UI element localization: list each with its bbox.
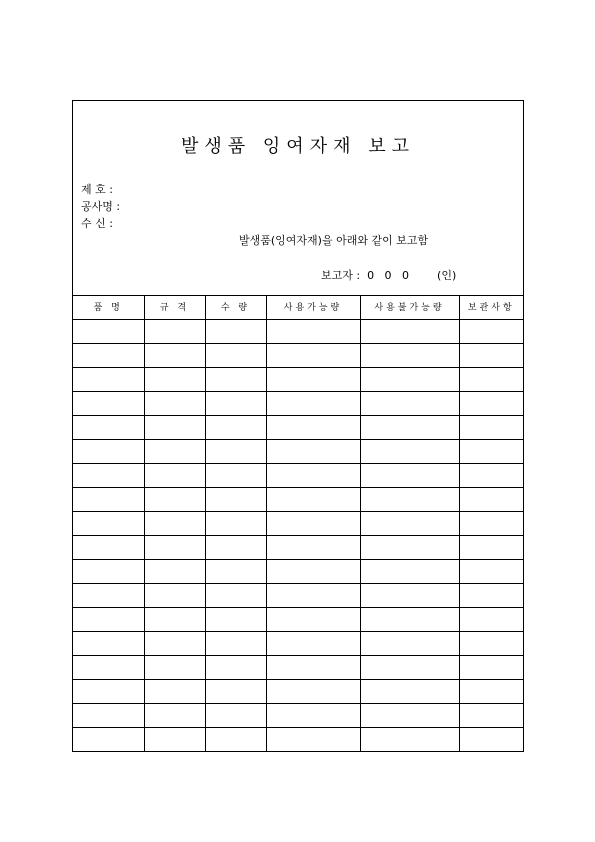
table-cell[interactable]	[205, 487, 266, 511]
table-cell[interactable]	[360, 703, 459, 727]
column-header-unusable: 사용불가능량	[360, 295, 459, 319]
table-cell[interactable]	[459, 535, 523, 559]
table-cell[interactable]	[459, 319, 523, 343]
column-header-item: 품 명	[73, 295, 144, 319]
table-cell[interactable]	[360, 319, 459, 343]
table-cell[interactable]	[266, 703, 360, 727]
table-row	[73, 391, 523, 415]
table-cell[interactable]	[459, 583, 523, 607]
table-cell[interactable]	[360, 487, 459, 511]
table-cell[interactable]	[266, 535, 360, 559]
table-cell[interactable]	[266, 415, 360, 439]
table-cell[interactable]	[360, 367, 459, 391]
table-row	[73, 415, 523, 439]
table-row	[73, 343, 523, 367]
table-cell[interactable]	[266, 607, 360, 631]
table-cell[interactable]	[459, 487, 523, 511]
table-cell[interactable]	[459, 703, 523, 727]
table-cell[interactable]	[144, 559, 205, 583]
table-cell[interactable]	[73, 487, 144, 511]
table-cell[interactable]	[459, 559, 523, 583]
column-header-storage: 보관사항	[459, 295, 523, 319]
table-header-row	[73, 295, 523, 319]
table-row	[73, 679, 523, 703]
table-cell[interactable]	[205, 559, 266, 583]
table-cell[interactable]	[360, 415, 459, 439]
table-cell[interactable]	[360, 655, 459, 679]
table-cell[interactable]	[266, 319, 360, 343]
table-cell[interactable]	[73, 415, 144, 439]
table-cell[interactable]	[73, 511, 144, 535]
table-cell[interactable]	[144, 631, 205, 655]
table-cell[interactable]	[144, 703, 205, 727]
table-cell[interactable]	[266, 727, 360, 751]
table-cell[interactable]	[266, 679, 360, 703]
field-project-label: 공사명 :	[81, 200, 121, 213]
field-recipient-label: 수 신 :	[81, 217, 113, 230]
table-cell[interactable]	[205, 655, 266, 679]
table-cell[interactable]	[459, 727, 523, 751]
table-cell[interactable]	[73, 535, 144, 559]
table-cell[interactable]	[205, 583, 266, 607]
column-header-quantity: 수 량	[205, 295, 266, 319]
table-cell[interactable]	[459, 631, 523, 655]
table-cell[interactable]	[205, 391, 266, 415]
table-row	[73, 367, 523, 391]
table-cell[interactable]	[205, 415, 266, 439]
table-cell[interactable]	[360, 607, 459, 631]
table-cell[interactable]	[459, 343, 523, 367]
table-cell[interactable]	[266, 631, 360, 655]
reporter-line: 보고자 : 0 0 0 (인)	[321, 269, 457, 282]
table-cell[interactable]	[144, 679, 205, 703]
table-row	[73, 631, 523, 655]
table-cell[interactable]	[266, 559, 360, 583]
table-cell[interactable]	[144, 463, 205, 487]
table-cell[interactable]	[360, 439, 459, 463]
report-form	[72, 100, 524, 752]
table-cell[interactable]	[73, 583, 144, 607]
table-cell[interactable]	[73, 679, 144, 703]
table-row	[73, 319, 523, 343]
table-cell[interactable]	[144, 343, 205, 367]
table-cell[interactable]	[360, 511, 459, 535]
table-cell[interactable]	[459, 463, 523, 487]
table-cell[interactable]	[205, 343, 266, 367]
table-cell[interactable]	[459, 511, 523, 535]
table-cell[interactable]	[205, 319, 266, 343]
table-row	[73, 511, 523, 535]
table-cell[interactable]	[205, 535, 266, 559]
table-cell[interactable]	[360, 391, 459, 415]
table-cell[interactable]	[459, 367, 523, 391]
table-cell[interactable]	[266, 439, 360, 463]
table-cell[interactable]	[144, 319, 205, 343]
table-cell[interactable]	[144, 607, 205, 631]
table-row	[73, 727, 523, 751]
table-cell[interactable]	[266, 463, 360, 487]
table-body	[73, 319, 523, 751]
table-cell[interactable]	[73, 319, 144, 343]
table-cell[interactable]	[73, 655, 144, 679]
table-cell[interactable]	[266, 583, 360, 607]
table-cell[interactable]	[360, 583, 459, 607]
table-cell[interactable]	[459, 607, 523, 631]
field-project	[81, 198, 120, 214]
table-cell[interactable]	[73, 391, 144, 415]
table-cell[interactable]	[360, 343, 459, 367]
table-cell[interactable]	[144, 391, 205, 415]
table-cell[interactable]	[266, 511, 360, 535]
table-cell[interactable]	[205, 439, 266, 463]
report-notice: 발생품(잉여자재)을 아래와 같이 보고함	[239, 234, 429, 247]
table-cell[interactable]	[205, 607, 266, 631]
table-cell[interactable]	[459, 439, 523, 463]
table-cell[interactable]	[144, 655, 205, 679]
table-cell[interactable]	[205, 631, 266, 655]
table-cell[interactable]	[360, 631, 459, 655]
table-row	[73, 703, 523, 727]
table-cell[interactable]	[73, 703, 144, 727]
table-cell[interactable]	[459, 655, 523, 679]
table-cell[interactable]	[144, 535, 205, 559]
table-cell[interactable]	[266, 487, 360, 511]
table-cell[interactable]	[360, 463, 459, 487]
field-number-label: 제 호 :	[81, 183, 113, 196]
column-header-usable: 사용가능량	[266, 295, 360, 319]
table-cell[interactable]	[205, 679, 266, 703]
table-cell[interactable]	[73, 463, 144, 487]
table-cell[interactable]	[205, 703, 266, 727]
table-cell[interactable]	[459, 679, 523, 703]
table-cell[interactable]	[459, 415, 523, 439]
table-cell[interactable]	[73, 631, 144, 655]
table-row	[73, 583, 523, 607]
table-cell[interactable]	[360, 679, 459, 703]
table-cell[interactable]	[73, 607, 144, 631]
form-header	[73, 101, 523, 296]
table-cell[interactable]	[73, 727, 144, 751]
form-title: 발생품 잉여자재 보고	[181, 136, 415, 157]
table-row	[73, 487, 523, 511]
column-header-spec: 규 격	[144, 295, 205, 319]
table-cell[interactable]	[459, 391, 523, 415]
table-cell[interactable]	[144, 511, 205, 535]
table-cell[interactable]	[73, 559, 144, 583]
table-cell[interactable]	[360, 535, 459, 559]
field-recipient	[81, 215, 113, 231]
table-row	[73, 463, 523, 487]
table-cell[interactable]	[205, 463, 266, 487]
table-cell[interactable]	[144, 727, 205, 751]
table-cell[interactable]	[266, 391, 360, 415]
table-row	[73, 607, 523, 631]
table-cell[interactable]	[73, 439, 144, 463]
table-row	[73, 535, 523, 559]
table-row	[73, 439, 523, 463]
table-cell[interactable]	[360, 559, 459, 583]
table-cell[interactable]	[73, 343, 144, 367]
table-cell[interactable]	[266, 343, 360, 367]
table-cell[interactable]	[266, 367, 360, 391]
table-cell[interactable]	[144, 439, 205, 463]
table-cell[interactable]	[73, 367, 144, 391]
table-cell[interactable]	[144, 367, 205, 391]
table-cell[interactable]	[266, 655, 360, 679]
table-cell[interactable]	[205, 367, 266, 391]
surplus-table	[73, 295, 523, 751]
table-cell[interactable]	[144, 487, 205, 511]
table-cell[interactable]	[205, 727, 266, 751]
field-number	[81, 181, 113, 197]
table-cell[interactable]	[205, 511, 266, 535]
table-cell[interactable]	[144, 415, 205, 439]
table-row	[73, 559, 523, 583]
table-row	[73, 655, 523, 679]
table-cell[interactable]	[360, 727, 459, 751]
table-cell[interactable]	[144, 583, 205, 607]
